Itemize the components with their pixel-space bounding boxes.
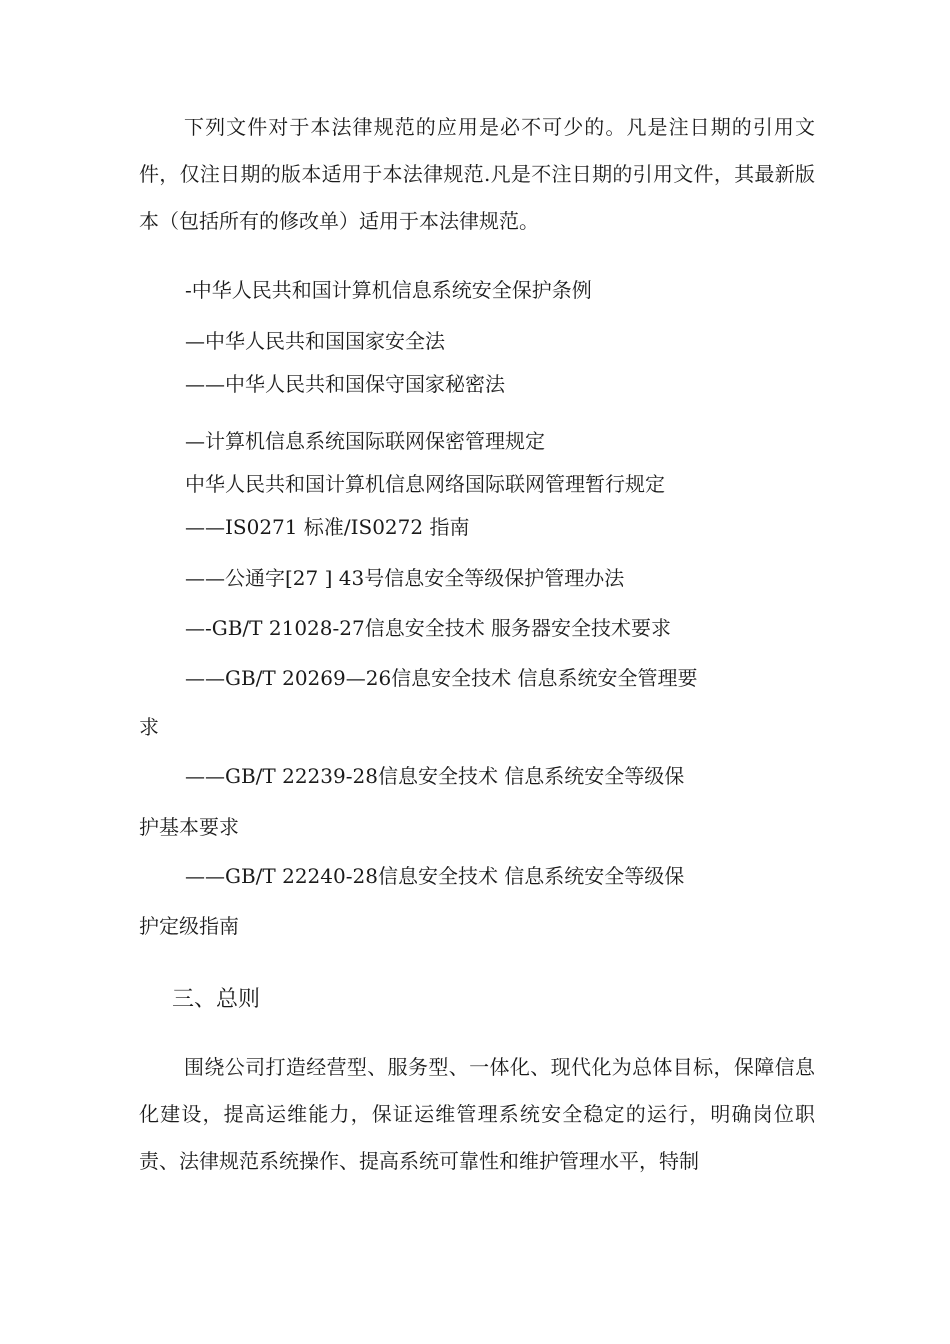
reference-continuation: 护定级指南 <box>139 914 239 938</box>
section-heading: 三、总则 <box>172 987 261 1012</box>
general-paragraph: 围绕公司打造经营型、服务型、一体化、现代化为总体目标，保障信息化建设，提高运维能力，保证运维管理系统安全稳定的运行，明确岗位职责、法律规范系统操作、提高系统可靠性和维护管理水平，特制 <box>139 1055 815 1173</box>
reference-item: —计算机信息系统国际联网保密管理规定 <box>185 429 545 453</box>
reference-item: -中华人民共和国计算机信息系统安全保护条例 <box>185 278 592 302</box>
reference-continuation: 求 <box>139 715 159 739</box>
reference-item: ——GB/T 22240-28信息安全技术 信息系统安全等级保 <box>185 864 685 888</box>
reference-item: ——GB/T 22239-28信息安全技术 信息系统安全等级保 <box>185 764 685 788</box>
reference-item: 中华人民共和国计算机信息网络国际联网管理暂行规定 <box>185 472 665 496</box>
reference-item: ——公通字[27 ] 43号信息安全等级保护管理办法 <box>185 566 625 590</box>
reference-continuation: 护基本要求 <box>139 815 239 839</box>
reference-item: —-GB/T 21028-27信息安全技术 服务器安全技术要求 <box>185 616 672 640</box>
reference-item: ——中华人民共和国保守国家秘密法 <box>185 372 505 396</box>
reference-item: ——IS0271 标准/IS0272 指南 <box>185 515 470 539</box>
reference-item: —中华人民共和国国家安全法 <box>185 329 445 353</box>
reference-item: ——GB/T 20269—26信息安全技术 信息系统安全管理要 <box>185 666 698 690</box>
intro-paragraph: 下列文件对于本法律规范的应用是必不可少的。凡是注日期的引用文件，仅注日期的版本适用于本法律规范.凡是不注日期的引用文件，其最新版本（包括所有的修改单）适用于本法律规范。 <box>139 115 815 233</box>
